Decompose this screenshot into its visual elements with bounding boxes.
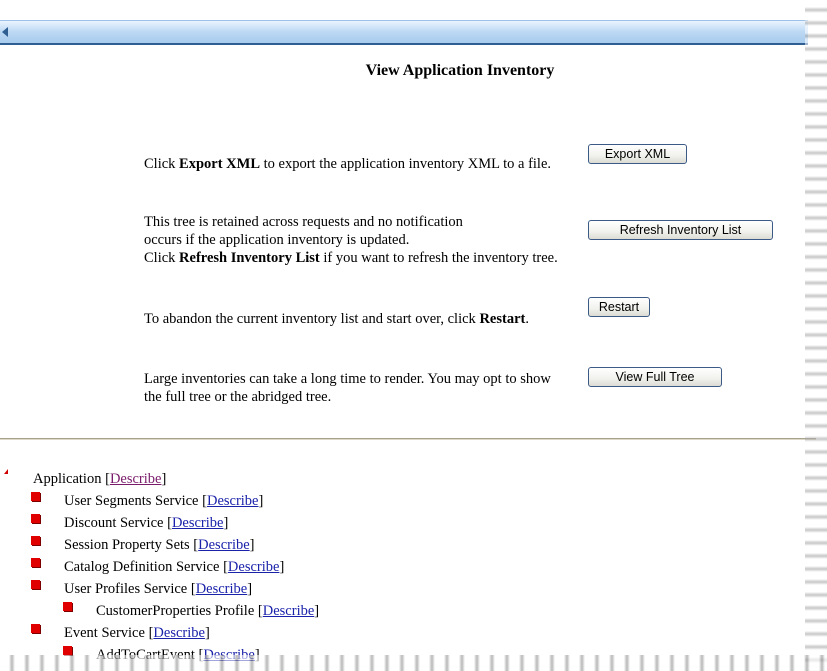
describe-link[interactable]: Describe [262, 603, 315, 619]
section-divider [0, 438, 816, 440]
tree-bullet-icon [31, 492, 40, 501]
full-tree-description [144, 370, 551, 406]
describe-link[interactable]: Describe [227, 559, 280, 575]
torn-edge-bottom [0, 655, 827, 671]
tree-root: Application [Describe] [33, 471, 167, 487]
tree-bullet-icon [63, 646, 72, 655]
tree-item: User Segments Service [Describe] [64, 493, 264, 509]
describe-link[interactable]: Describe [198, 537, 250, 553]
restart-description [144, 310, 529, 328]
tree-bullet-icon [63, 602, 72, 611]
view-full-tree-button[interactable]: View Full Tree [588, 367, 722, 387]
tree-item-label: Session Property Sets [64, 537, 190, 553]
refresh-inventory-list-button[interactable]: Refresh Inventory List [588, 220, 773, 240]
page-title: View Application Inventory [365, 62, 555, 79]
collapse-marker-icon[interactable] [4, 469, 8, 474]
describe-link[interactable]: Describe [195, 581, 248, 597]
torn-edge-right [805, 0, 827, 671]
refresh-line-3 [144, 249, 558, 267]
refresh-description [144, 213, 558, 267]
tree-item-label: Discount Service [64, 515, 164, 531]
tree-bullet-icon [31, 624, 40, 633]
tree-item: User Profiles Service [Describe] [64, 581, 253, 597]
describe-link[interactable]: Describe [153, 625, 205, 641]
refresh-line-3-after: if you want to refresh the inventory tree. [319, 250, 558, 266]
tree-item: Event Service [Describe] [64, 625, 210, 641]
export-description [144, 155, 551, 173]
tree-item-label: Catalog Definition Service [64, 559, 220, 575]
tree-item-label: User Segments Service [64, 493, 199, 509]
restart-text-before: To abandon the current inventory list and start over, click [144, 311, 480, 327]
full-tree-line-2: the full tree or the abridged tree. [144, 389, 332, 405]
refresh-line-3-bold: Refresh Inventory List [179, 250, 320, 266]
tree-item-label: Event Service [64, 625, 145, 641]
describe-link[interactable]: Describe [206, 493, 259, 509]
tree-bullet-icon [31, 580, 40, 589]
tree-item: CustomerProperties Profile [Describe] [96, 603, 320, 619]
tree-bullet-icon [31, 536, 40, 545]
export-text-bold: Export XML [179, 156, 261, 172]
full-tree-line-1: Large inventories can take a long time to render. You may opt to show [144, 371, 551, 387]
describe-link[interactable]: Describe [171, 515, 224, 531]
tree-bullet-icon [31, 514, 40, 523]
describe-link[interactable]: Describe [109, 471, 162, 487]
tree-bullet-icon [31, 558, 40, 567]
tree-item-label: User Profiles Service [64, 581, 188, 597]
banner-arrow-icon [2, 27, 8, 37]
tree-item: Discount Service [Describe] [64, 515, 229, 531]
tree-item-label: CustomerProperties Profile [96, 603, 255, 619]
restart-text-bold: Restart [479, 311, 526, 327]
header-banner [0, 20, 808, 45]
export-xml-button[interactable]: Export XML [588, 144, 687, 164]
export-text-after: to export the application inventory XML to a file. [260, 156, 552, 172]
tree-root-label: Application [33, 471, 102, 487]
top-gap [0, 0, 827, 20]
restart-text-after: . [525, 311, 529, 327]
tree-item: Catalog Definition Service [Describe] [64, 559, 285, 575]
restart-button[interactable]: Restart [588, 297, 650, 317]
export-text-before: Click [144, 156, 180, 172]
refresh-line-2: occurs if the application inventory is updated. [144, 232, 410, 248]
refresh-line-3-before: Click [144, 250, 180, 266]
refresh-line-1: This tree is retained across requests and no notification [144, 214, 463, 230]
tree-item: Session Property Sets [Describe] [64, 537, 255, 553]
